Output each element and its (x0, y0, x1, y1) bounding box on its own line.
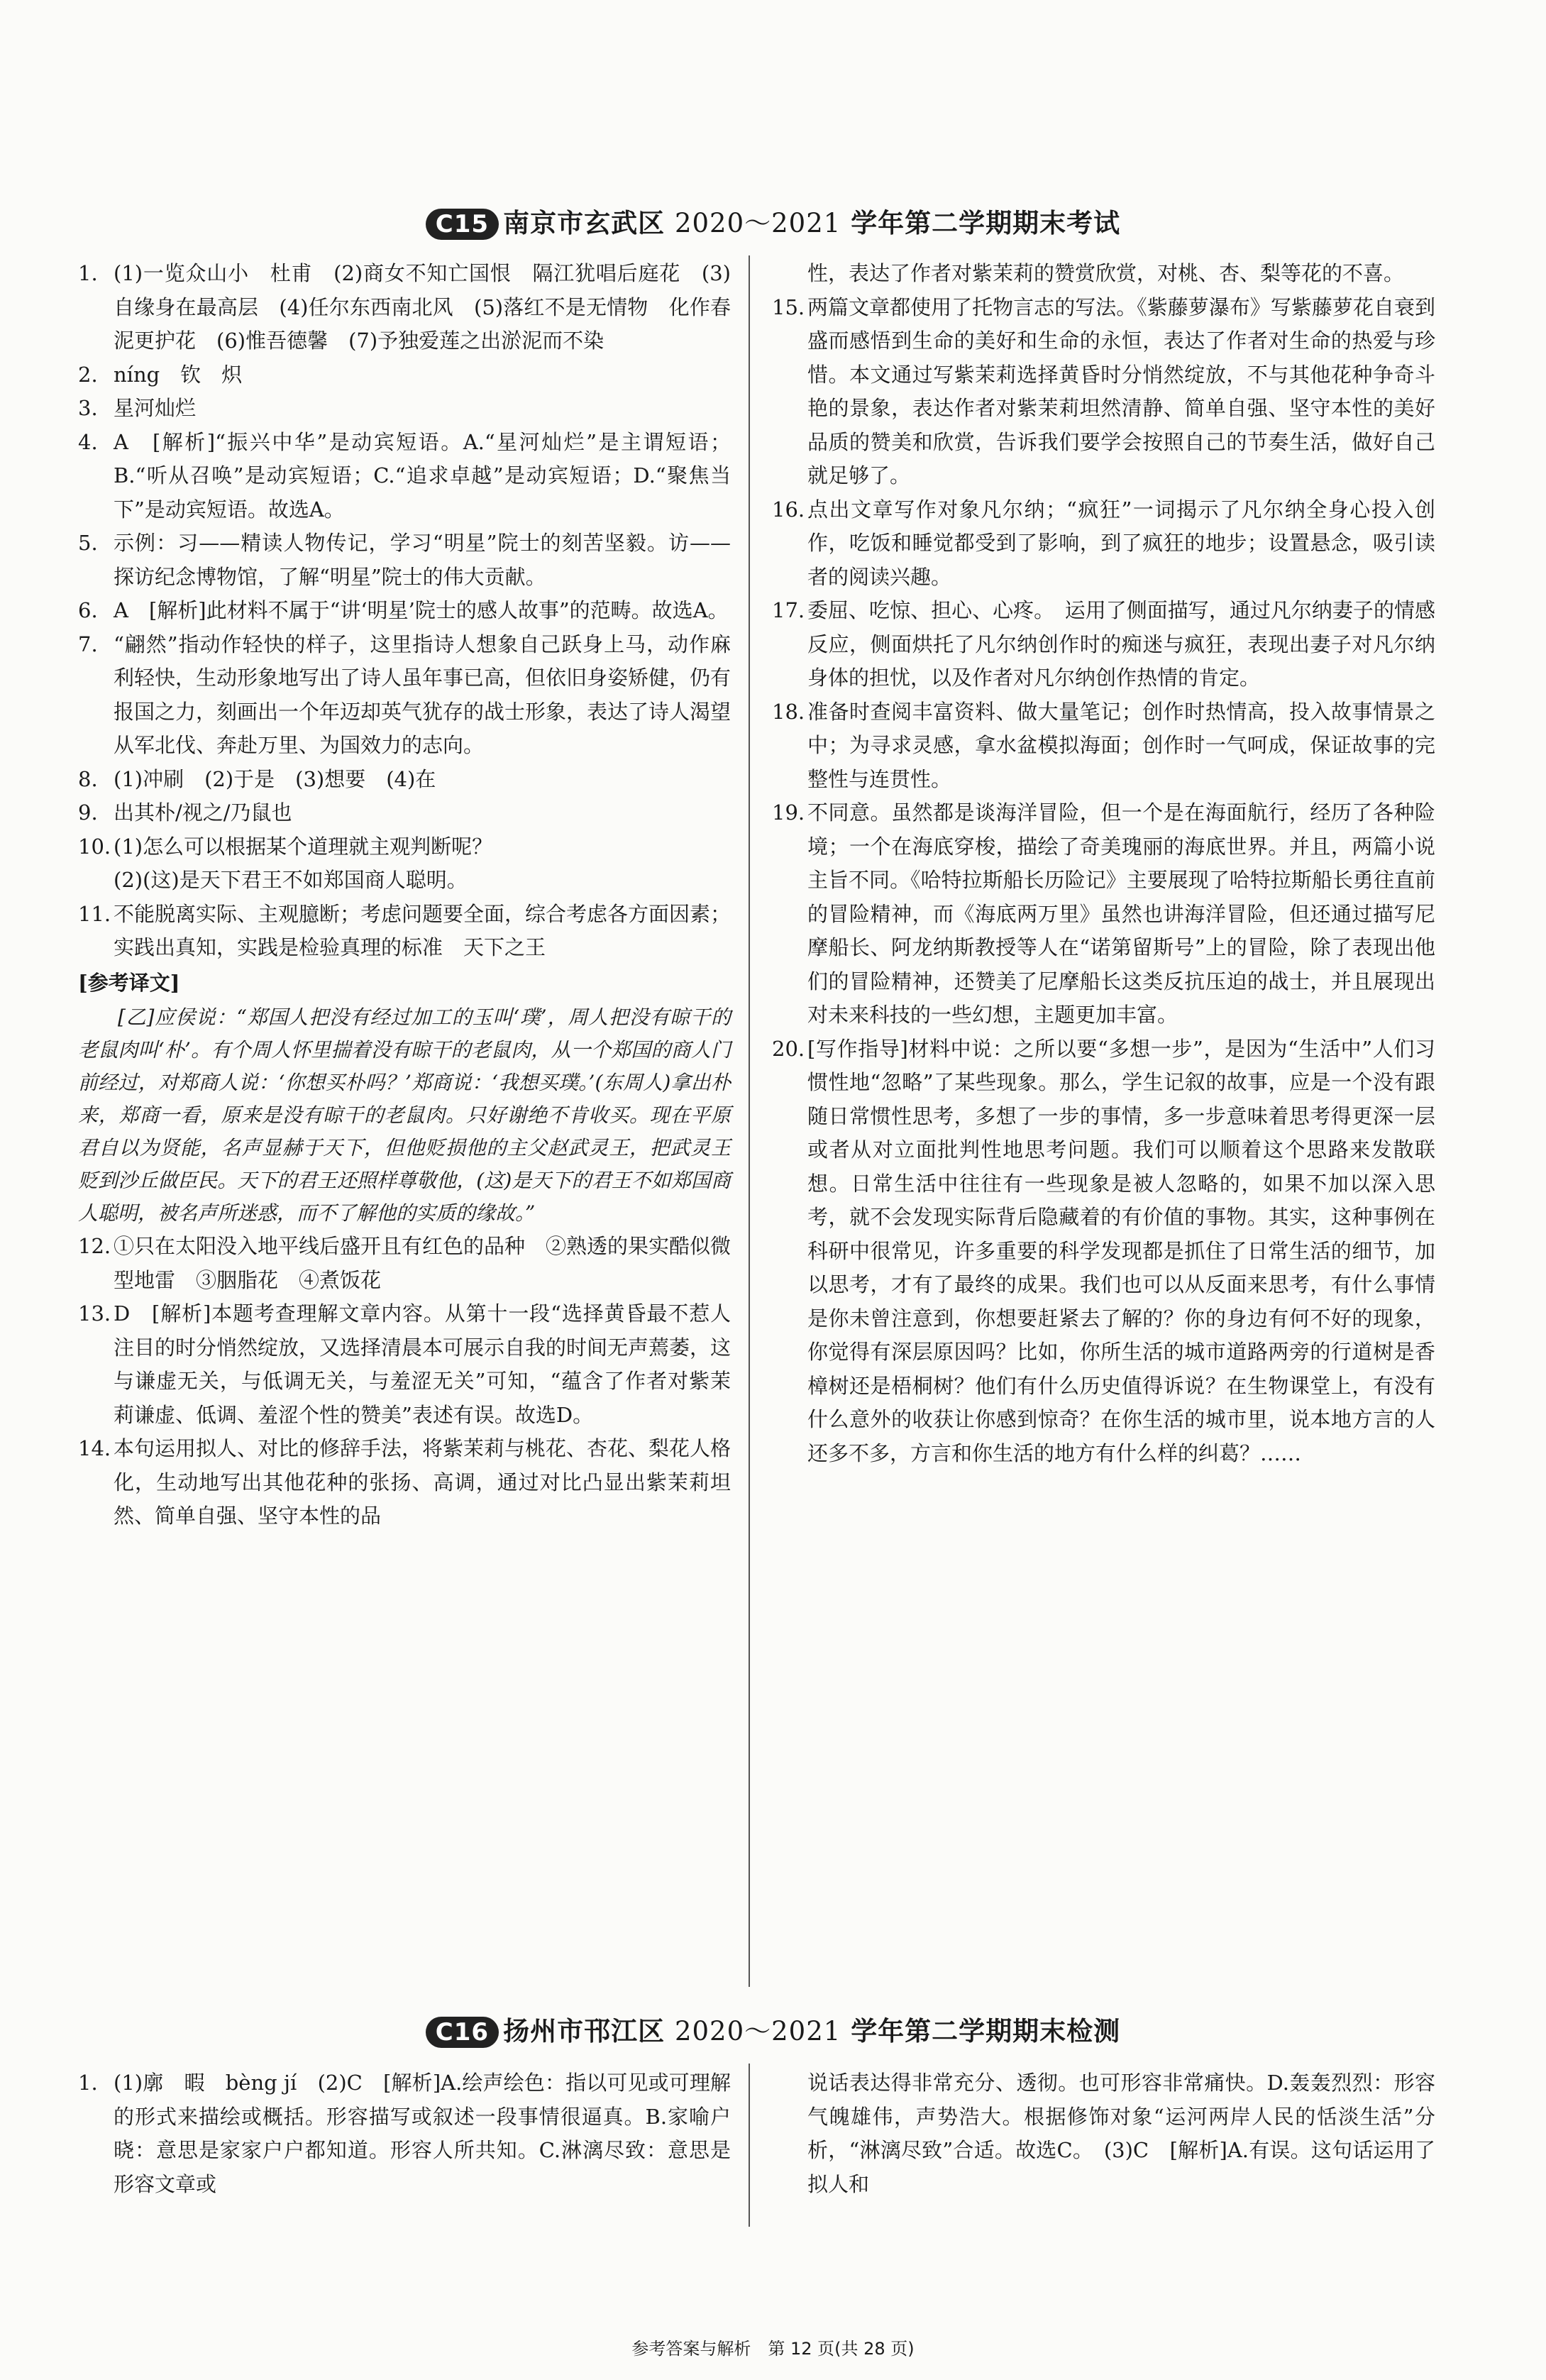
ref-translation-heading: [参考译文] (78, 970, 180, 995)
answer-item (78, 628, 731, 763)
section-years: 2020～2021 (674, 208, 841, 238)
answer-text: “翩然”指动作轻快的样子，这里指诗人想象自己跃身上马，动作麻利轻快，生动形象地写出了诗人虽年事已高，但依旧身姿矫健，仍有报国之力，刻画出一个年迈却英气犹存的战士形象，表达了诗人渴望从军北伐、奔赴万里、为国效力的志向。 (114, 632, 731, 757)
answer-number: 1. (78, 261, 98, 285)
answer-text: 委屈、吃惊、担心、心疼。 运用了侧面描写，通过凡尔纳妻子的情感反应，侧面烘托了凡尔纳创作时的痴迷与疯狂，表现出妻子对凡尔纳身体的担忧，以及作者对凡尔纳创作热情的肯定。 (807, 598, 1435, 690)
answer-text: (1)怎么可以根据某个道理就主观判断呢？ (114, 834, 493, 859)
answer-item (78, 594, 731, 628)
answer-item (78, 1432, 731, 1533)
section-badge: C16 (426, 2017, 499, 2048)
answer-item (78, 392, 731, 426)
answer-text: (1)冲刷 (2)于是 (3)想要 (4)在 (114, 766, 436, 791)
c16-left-column (78, 2066, 731, 2201)
answer-item (78, 763, 731, 797)
answer-number: 10. (78, 834, 111, 859)
answer-text: (1)廓 暇 bèng jí (2)C [解析]A.绘声绘色：指以可见或可理解的形式来描绘或概括。形容描写或叙述一段事情很逼真。B.家喻户晓：意思是家家户户都知道。形容人所共知。C.淋漓尽致：意思是形容文章或 (114, 2071, 731, 2196)
answer-number: 4. (78, 429, 98, 454)
answer-number: 11. (78, 901, 111, 926)
section-title-c16 (0, 2010, 1546, 2048)
answer-item (78, 898, 731, 965)
answer-text: 星河灿烂 (114, 396, 197, 420)
answer-list (772, 257, 1435, 1470)
answer-number: 7. (78, 632, 98, 656)
answer-list (772, 2066, 1435, 2201)
answer-item (78, 527, 731, 594)
answer-item (78, 1297, 731, 1432)
answer-text: 示例：习——精读人物传记，学习“明星”院士的刻苦坚毅。访——探访纪念博物馆，了解“明星”院士的伟大贡献。 (114, 531, 731, 589)
section-region: 扬州市邗江区 (503, 2015, 666, 2046)
answer-item (78, 1230, 731, 1297)
section-years: 2020～2021 (674, 2016, 841, 2046)
answer-number: 8. (78, 766, 98, 791)
answer-number: 13. (78, 1301, 111, 1326)
answer-text: 不能脱离实际、主观臆断；考虑问题要全面，综合考虑各方面因素；实践出真知，实践是检验真理的标准 天下之王 (114, 901, 731, 959)
answer-item (78, 830, 731, 864)
section-region: 南京市玄武区 (503, 207, 666, 238)
answer-text: 两篇文章都使用了托物言志的写法。《紫藤萝瀑布》写紫藤萝花自衰到盛而感悟到生命的美好和生命的永恒，表达了作者对生命的热爱与珍惜。本文通过写紫茉莉选择黄昏时分悄然绽放，不与其他花种争奇斗艳的景象，表达作者对紫茉莉坦然清静、简单自强、坚守本性的美好品质的赞美和欣赏，告诉我们要学会按照自己的节奏生活，做好自己就足够了。 (807, 294, 1435, 487)
answer-number: 9. (78, 800, 98, 825)
answer-number: 18. (772, 699, 805, 724)
c16-right-column (772, 2066, 1435, 2201)
answer-text: (1)一览众山小 杜甫 (2)商女不知亡国恨 隔江犹唱后庭花 (3)自缘身在最高层 (4)任尔东西南北风 (5)落红不是无情物 化作春泥更护花 (6)惟吾德馨 (7)予独爱莲之出淤泥而不染 (114, 261, 731, 353)
answer-item (772, 796, 1435, 1032)
answer-number: 12. (78, 1234, 111, 1258)
answer-number: 6. (78, 598, 98, 622)
answer-item (772, 594, 1435, 695)
answer-item (772, 291, 1435, 493)
page-footer: 参考答案与解析 第 12 页(共 28 页) (631, 2339, 915, 2359)
answer-number: 14. (78, 1436, 111, 1460)
column-divider (749, 2064, 750, 2227)
answer-text: 准备时查阅丰富资料、做大量笔记；创作时热情高，投入故事情景之中；为寻求灵感，拿水盆模拟海面；创作时一气呵成，保证故事的完整性与连贯性。 (807, 699, 1435, 791)
answer-text: (2)(这)是天下君王不如郑国商人聪明。 (114, 868, 468, 892)
section-badge: C15 (426, 209, 499, 240)
answer-text: A [解析]“振兴中华”是动宾短语。A.“星河灿烂”是主谓短语；B.“听从召唤”是动宾短语；C.“追求卓越”是动宾短语；D.“聚焦当下”是动宾短语。故选A。 (114, 429, 731, 522)
answer-list (78, 257, 731, 965)
c15-right-column (772, 257, 1435, 1470)
answer-text: 出其朴/视之/乃鼠也 (114, 800, 292, 825)
answer-item (78, 358, 731, 392)
answer-item (772, 257, 1435, 291)
answer-item (78, 796, 731, 830)
answer-number (772, 2066, 807, 2201)
answer-number: 19. (772, 800, 805, 825)
answer-number: 16. (772, 497, 805, 522)
answer-item (78, 864, 731, 898)
answer-text: D [解析]本题考查理解文章内容。从第十一段“选择黄昏最不惹人注目的时分悄然绽放，又选择清晨本可展示自我的时间无声蔫萎，这与谦虚无关，与低调无关，与羞涩无关”可知，“蕴含了作者对紫茉莉谦虚、低调、羞涩个性的赞美”表述有误。故选D。 (114, 1301, 731, 1427)
answer-list (78, 2066, 731, 2201)
answer-item (772, 1032, 1435, 1471)
answer-list (78, 1230, 731, 1533)
answer-number (78, 864, 114, 898)
answer-number: 17. (772, 598, 805, 622)
section-title-c15 (0, 202, 1546, 240)
answer-text: 点出文章写作对象凡尔纳；“疯狂”一词揭示了凡尔纳全身心投入创作，吃饭和睡觉都受到了影响，到了疯狂的地步；设置悬念，吸引读者的阅读兴趣。 (807, 497, 1435, 589)
answer-text: 本句运用拟人、对比的修辞手法，将紫茉莉与桃花、杏花、梨花人格化，生动地写出其他花种的张扬、高调，通过对比凸显出紫茉莉坦然、简单自强、坚守本性的品 (114, 1436, 731, 1528)
answer-item (78, 2066, 731, 2201)
section-name: 学年第二学期期末检测 (851, 2015, 1121, 2046)
answer-item (772, 2066, 1435, 2201)
answer-number: 20. (772, 1036, 805, 1061)
answer-text: A [解析]此材料不属于“讲‘明星’院士的感人故事”的范畴。故选A。 (114, 598, 729, 622)
answer-text: 说话表达得非常充分、透彻。也可形容非常痛快。D.轰轰烈烈：形容气魄雄伟，声势浩大。根据修饰对象“运河两岸人民的恬淡生活”分析，“淋漓尽致”合适。故选C。 (3)C [解析]A.有误。这句话运用了拟人和 (807, 2071, 1435, 2196)
answer-number: 2. (78, 362, 98, 387)
column-divider (749, 255, 750, 1987)
answer-number: 1. (78, 2071, 98, 2095)
answer-text: [写作指导]材料中说：之所以要“多想一步”，是因为“生活中”人们习惯性地“忽略”了某些现象。那么，学生记叙的故事，应是一个没有跟随日常惯性思考，多想了一步的事情，多一步意味着思考得更深一层或者从对立面批判性地思考问题。我们可以顺着这个思路来发散联想。日常生活中往往有一些现象是被人忽略的，如果不加以深入思考，就不会发现实际背后隐藏着的有价值的事物。其实，这种事例在科研中很常见，许多重要的科学发现都是抓住了日常生活的细节，加以思考，才有了最终的成果。我们也可以从反面来思考，有什么事情是你未曾注意到，你想要赶紧去了解的？你的身边有何不好的现象，你觉得有深层原因吗？比如，你所生活的城市道路两旁的行道树是香樟树还是梧桐树？他们有什么历史值得诉说？在生物课堂上，有没有什么意外的收获让你感到惊奇？在你生活的城市里，说本地方言的人还多不多，方言和你生活的地方有什么样的纠葛？…… (807, 1036, 1435, 1465)
answer-item (772, 493, 1435, 595)
answer-text: 不同意。虽然都是谈海洋冒险，但一个是在海面航行，经历了各种险境；一个在海底穿梭，描绘了奇美瑰丽的海底世界。并且，两篇小说主旨不同。《哈特拉斯船长历险记》主要展现了哈特拉斯船长勇往直前的冒险精神，而《海底两万里》虽然也讲海洋冒险，但还通过描写尼摩船长、阿龙纳斯教授等人在“诺第留斯号”上的冒险，除了表现出他们的冒险精神，还赞美了尼摩船长这类反抗压迫的战士，并且展现出对未来科技的一些幻想，主题更加丰富。 (807, 800, 1435, 1027)
answer-number: 15. (772, 294, 805, 319)
answer-item (78, 257, 731, 358)
section-name: 学年第二学期期末考试 (851, 207, 1121, 238)
answer-text: ①只在太阳没入地平线后盛开且有红色的品种 ②熟透的果实酷似微型地雷 ③胭脂花 ④煮饭花 (114, 1234, 731, 1292)
answer-item (78, 426, 731, 527)
answer-number (772, 257, 807, 291)
ref-translation-body: [乙]应侯说：“郑国人把没有经过加工的玉叫‘璞’，周人把没有晾干的老鼠肉叫‘朴’。有个周人怀里揣着没有晾干的老鼠肉，从一个郑国的商人门前经过，对郑商人说：‘你想买朴吗？’郑商说：‘我想买璞。’(东周人)拿出朴来，郑商一看，原来是没有晾干的老鼠肉。只好谢绝不肯收买。现在平原君自以为贤能，名声显赫于天下，但他贬损他的主父赵武灵王，把武灵王贬到沙丘做臣民。天下的君王还照样尊敬他，(这)是天下的君王不如郑国商人聪明，被名声所迷惑，而不了解他的实质的缘故。” (78, 1006, 731, 1225)
answer-item (772, 695, 1435, 797)
answer-number: 5. (78, 531, 98, 555)
answer-number: 3. (78, 396, 98, 420)
answer-text: níng 钦 炽 (114, 362, 243, 387)
c15-left-column (78, 257, 731, 1533)
answer-text: 性，表达了作者对紫茉莉的赞赏欣赏，对桃、杏、梨等花的不喜。 (807, 261, 1405, 285)
